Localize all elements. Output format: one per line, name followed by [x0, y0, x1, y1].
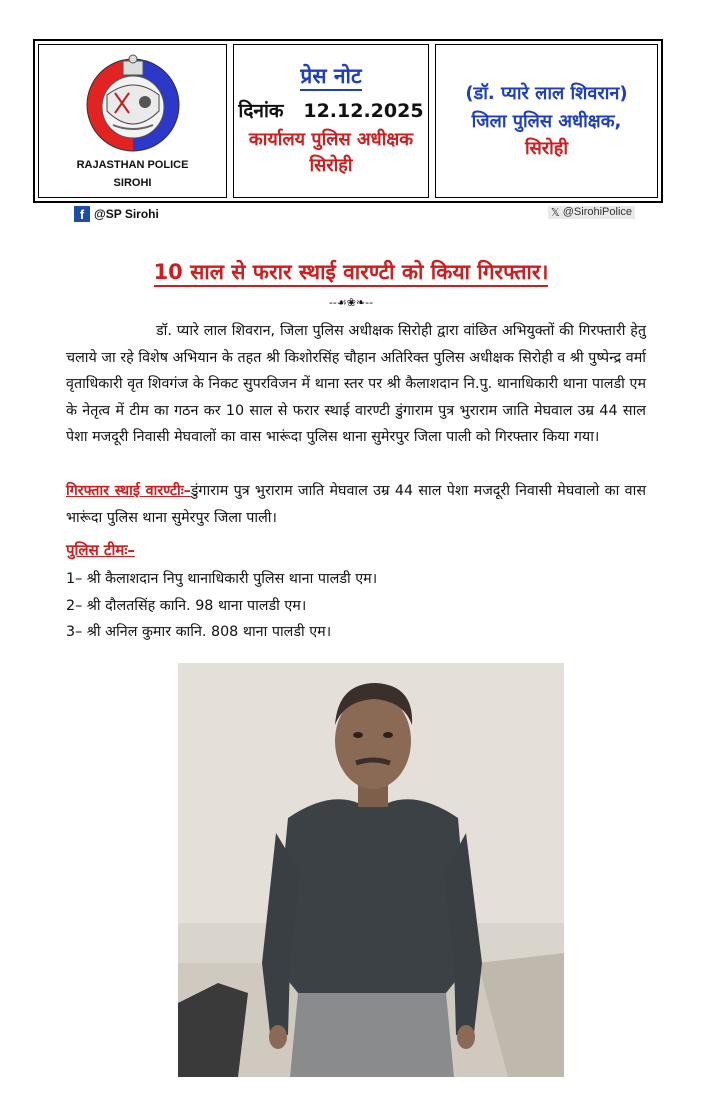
date-label: दिनांक	[238, 100, 284, 122]
facebook-link[interactable]	[74, 206, 159, 222]
officer-cell	[435, 44, 658, 198]
press-note-cell	[233, 44, 429, 198]
date-value: 12.12.2025	[303, 100, 424, 122]
office-line-1: कार्यालय पुलिस अधीक्षक	[248, 129, 414, 150]
office-line-2: सिरोही	[309, 155, 353, 176]
arrested-text: डुंगाराम पुत्र भुराराम जाति मेघवाल उम्र 44 साल पेशा मजदूरी निवासी मेघवालो का वास भारूंदा पुलिस थाना सुमेरपुर जिला पाली।	[66, 483, 646, 526]
logo-cell	[38, 44, 227, 198]
headline	[0, 258, 702, 286]
facebook-handle: @SP Sirohi	[94, 207, 159, 221]
officer-title: जिला पुलिस अधीक्षक,	[471, 111, 622, 132]
accused-photo	[178, 663, 564, 1077]
header-table	[33, 39, 663, 203]
x-logo-icon: 𝕏	[550, 207, 560, 219]
officer-place: सिरोही	[524, 138, 569, 159]
team-member: 2– श्री दौलतसिंह कानि. 98 थाना पालडी एम।	[66, 597, 307, 614]
logo-org-label: RAJASTHAN POLICE	[76, 159, 189, 171]
social-row	[60, 206, 635, 226]
team-title: पुलिस टीमः–	[66, 541, 135, 559]
arrested-paragraph	[66, 478, 646, 531]
date-line	[238, 97, 423, 123]
officer-name: (डॉ. प्यारे लाल शिवरान)	[465, 83, 628, 104]
team-member: 1– श्री कैलाशदान निपु थानाधिकारी पुलिस थाना पालडी एम।	[66, 571, 378, 587]
rajasthan-police-emblem-icon	[73, 51, 193, 155]
ornament-divider: --☙❀❧--	[328, 296, 374, 309]
facebook-icon: f	[74, 206, 90, 222]
team-member: 3– श्री अनिल कुमार कानि. 808 थाना पालडी एम।	[66, 624, 332, 640]
press-note-title: प्रेस नोट	[300, 63, 361, 91]
team-list	[66, 566, 377, 646]
x-handle: @SirohiPolice	[562, 206, 632, 218]
body-paragraph: डॉ. प्यारे लाल शिवरान, जिला पुलिस अधीक्षक सिरोही द्वारा वांछित अभियुक्तों की गिरफ्तारी हेतु चलाये जा रहे विशेष अभियान के तहत श्री किशोरसिंह चौहान अतिरिक्त पुलिस अधीक्षक सिरोही व श्री पुष्पेन्द्र वर्मा वृताधिकारी वृत शिवगंज के निकट सुपरविजन में थाना स्तर पर श्री कैलाशदान नि.पु. थानाधिकारी थाना पालडी एम के नेतृत्व में टीम का गठन कर 10 साल से फरार स्थाई वारण्टी डुंगाराम पुत्र भुराराम जाति मेघवाल उम्र 44 साल पेशा मजदूरी निवासी मेघवालों का वास भारूंदा पुलिस थाना सुमेरपुर जिला पाली को गिरफ्तार किया गया।	[66, 323, 646, 445]
x-link[interactable]	[548, 206, 635, 219]
arrested-label: गिरफ्तार स्थाई वारण्टीः–	[66, 483, 191, 499]
headline-text: 10 साल से फरार स्थाई वारण्टी को किया गिरफ्तार।	[154, 260, 549, 287]
logo-district-label: SIROHI	[113, 177, 152, 189]
